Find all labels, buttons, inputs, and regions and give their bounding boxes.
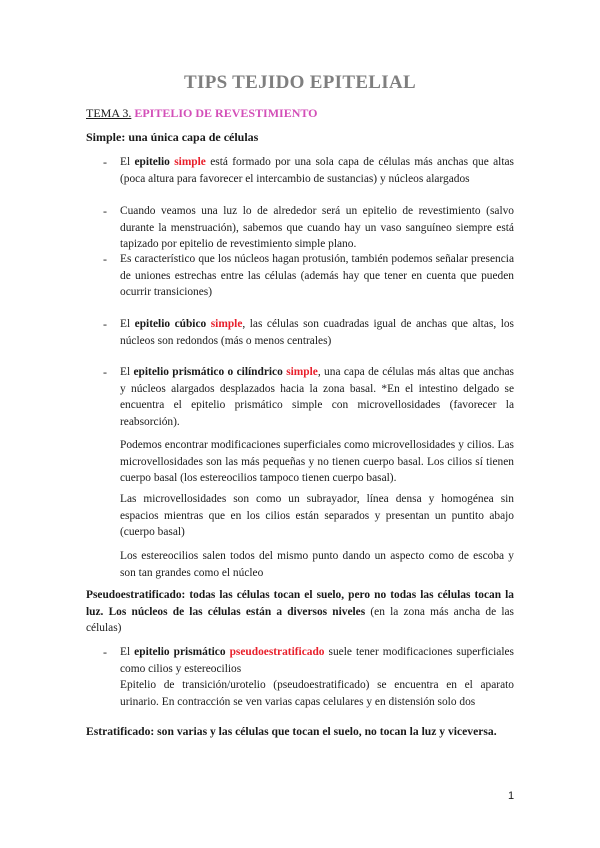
simple-heading: Simple: una única capa de células: [86, 130, 259, 144]
bullet-dash: -: [103, 365, 107, 379]
bullet-dash: -: [103, 317, 107, 331]
text-run: El: [120, 366, 134, 378]
highlight-term: simple: [174, 156, 206, 168]
highlight-term: simple: [210, 318, 243, 330]
bold-term: epitelio prismático o cilíndrico: [133, 366, 287, 378]
text-run: El: [120, 156, 135, 168]
bold-term: Pseudoestratificado: todas las células tocan el suelo, pero no todas las células tocan la luz. Los núcleos de las células están a diversos niveles: [86, 589, 514, 618]
bullet-epitelio-cubico: [120, 316, 514, 349]
paragraph-urotelio: Epitelio de transición/urotelio (pseudoestratificado) se encuentra en el aparato urinario. En contracción se ven varias capas celulares y en distensión solo dos: [120, 679, 514, 708]
topic-name: EPITELIO DE REVESTIMIENTO: [134, 106, 318, 120]
bullet-dash: -: [103, 204, 107, 218]
text-run: El: [120, 646, 135, 658]
bullet-dash: -: [103, 645, 107, 659]
page-number: 1: [508, 790, 515, 802]
text-run: (en la zona más ancha de las células): [86, 605, 514, 635]
highlight-term: pseudoestratificado: [229, 646, 325, 658]
text-run: El: [120, 318, 135, 330]
bullet-nucleos-protusion: Es característico que los núcleos hagan protusión, también podemos señalar presencia de uniones estrechas entre las células (además hay que tener en cuenta que pueden ocurrir transiciones): [120, 253, 514, 299]
text-run: , las células son cuadradas igual de anchas que altas, los núcleos son redondos (más o menos centrales): [120, 318, 514, 347]
paragraph-estereocilios: Los estereocilios salen todos del mismo punto dando un aspecto como de escoba y son tan grandes como el núcleo: [120, 550, 514, 579]
estratificado-heading: Estratificado: son varias y las células que tocan el suelo, no tocan la luz y viceversa.: [86, 725, 497, 738]
bold-term: epitelio cúbico: [134, 318, 211, 330]
text-run: está formado por una sola capa de células más anchas que altas (poca altura para favorecer el intercambio de sustancias) y núcleos alargados: [120, 156, 514, 185]
document-title: TIPS TEJIDO EPITELIAL: [184, 72, 416, 93]
highlight-term: simple: [286, 366, 318, 378]
bullet-prismatico-pseudo: [120, 644, 514, 677]
topic-line: [86, 106, 318, 121]
bold-term: epitelio: [134, 156, 175, 168]
text-run: , una capa de células más altas que anchas y núcleos alargados desplazados hacia la zona basal. *En el intestino delgado se encuentra el epitelio prismático simple con microvellosidades (favorecer la reabsorción).: [120, 366, 514, 428]
topic-number: TEMA 3.: [86, 106, 132, 120]
bullet-epitelio-prismatico: [120, 364, 514, 430]
bullet-dash: -: [103, 155, 107, 169]
bullet-luz-revestimiento: Cuando veamos una luz lo de alrededor será un epitelio de revestimiento (salvo durante la menstruación), sabemos que cuando hay un vaso sanguíneo siempre está tapizado por epitelio de revestimiento simple plano.: [120, 205, 514, 251]
paragraph-microvellosidades: Las microvellosidades son como un subrayador, línea densa y homogénea sin espacios mientras que en los cilios están separados y presentan un puntito abajo (cuerpo basal): [120, 493, 514, 539]
bullet-dash: -: [103, 252, 107, 266]
bold-term: epitelio prismático: [134, 646, 230, 658]
paragraph-modificaciones: Podemos encontrar modificaciones superficiales como microvellosidades y cilios. Las microvellosidades son las más pequeñas y no tienen cuerpo basal. Los cilios sí tienen cuerpo basal (los estereocilios tampoco tienen cuerpo basal).: [120, 439, 514, 485]
bullet-epitelio-simple: [120, 154, 514, 187]
text-run: suele tener modificaciones superficiales como cilios y estereocilios: [120, 646, 514, 675]
pseudoestratificado-heading: [86, 587, 514, 637]
